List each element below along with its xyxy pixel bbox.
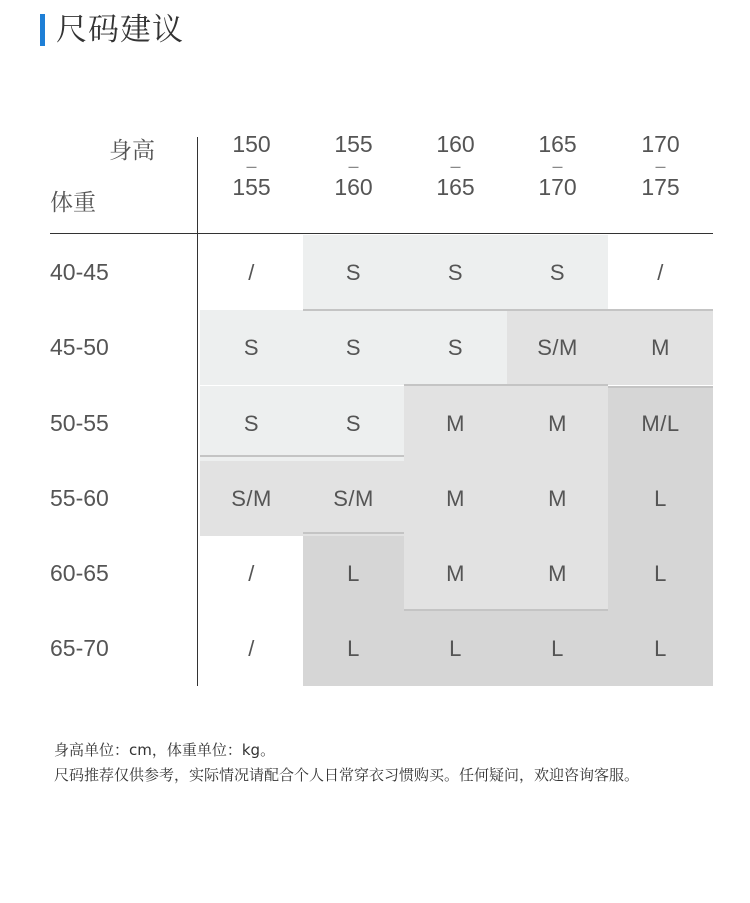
height-range-from: 160: [436, 131, 475, 157]
weight-range-label: 50-55: [50, 410, 109, 436]
height-range-to: 175: [641, 174, 680, 200]
size-cell: L: [507, 611, 608, 686]
page-title: 尺码建议: [56, 12, 184, 48]
size-cell: S: [404, 310, 507, 385]
height-range-to: 165: [436, 174, 475, 200]
size-cell: S: [303, 386, 404, 461]
size-cell: S: [303, 235, 404, 310]
weight-range-label: 65-70: [50, 635, 109, 661]
header-divider-horizontal: [50, 233, 713, 234]
size-cell: M: [404, 461, 507, 536]
weight-range-label: 40-45: [50, 259, 109, 285]
zone-edge-shadow: [507, 384, 608, 386]
size-cell: L: [404, 611, 507, 686]
height-range-to: 155: [232, 174, 271, 200]
size-cell: M/L: [608, 386, 713, 461]
size-cell: S: [200, 310, 303, 385]
height-range-from: 165: [538, 131, 577, 157]
size-cell: S: [404, 235, 507, 310]
zone-edge-shadow: [303, 309, 608, 311]
header-divider-vertical: [197, 137, 198, 686]
range-dash: –: [655, 156, 666, 176]
size-cell: S/M: [200, 461, 303, 536]
weight-range-label: 55-60: [50, 485, 109, 511]
size-cell: M: [507, 461, 608, 536]
range-dash: –: [552, 156, 563, 176]
height-range-from: 170: [641, 131, 680, 157]
height-range-header: [404, 132, 507, 200]
size-cell: M: [507, 536, 608, 611]
zone-edge-shadow: [608, 386, 713, 388]
size-cell: M: [608, 310, 713, 385]
height-range-to: 160: [334, 174, 373, 200]
size-cell: M: [404, 536, 507, 611]
zone-edge-shadow: [404, 384, 507, 386]
zone-edge-shadow: [200, 455, 404, 457]
height-range-header: [200, 132, 303, 200]
size-cell: S/M: [303, 461, 404, 536]
zone-edge-shadow: [608, 309, 713, 311]
size-cell: /: [248, 635, 255, 661]
size-cell: L: [608, 611, 713, 686]
height-range-header: [303, 132, 404, 200]
height-range-header: [608, 132, 713, 200]
size-cell: L: [303, 611, 404, 686]
size-cell: S: [507, 235, 608, 310]
range-dash: –: [246, 156, 257, 176]
size-cell: S/M: [507, 310, 608, 385]
size-cell: M: [404, 386, 507, 461]
zone-edge-shadow: [303, 532, 404, 534]
size-cell: M: [507, 386, 608, 461]
range-dash: –: [450, 156, 461, 176]
height-range-header: [507, 132, 608, 200]
height-range-from: 155: [334, 131, 373, 157]
zone-edge-shadow: [404, 609, 608, 611]
weight-range-label: 45-50: [50, 334, 109, 360]
size-cell: L: [608, 536, 713, 611]
size-cell: /: [248, 560, 255, 586]
height-range-to: 170: [538, 174, 577, 200]
size-cell: S: [200, 386, 303, 461]
size-cell: S: [303, 310, 404, 385]
height-header-label: 身高: [109, 138, 155, 164]
disclaimer-note: 尺码推荐仅供参考，实际情况请配合个人日常穿衣习惯购买。任何疑问，欢迎咨询客服。: [54, 766, 640, 784]
size-cell: /: [657, 259, 664, 285]
size-cell: L: [303, 536, 404, 611]
range-dash: –: [348, 156, 359, 176]
size-notes: [54, 738, 639, 788]
weight-range-label: 60-65: [50, 560, 109, 586]
unit-note: 身高单位：cm，体重单位：kg。: [54, 741, 276, 759]
size-cell: /: [248, 259, 255, 285]
size-cell: L: [608, 461, 713, 536]
weight-header-label: 体重: [50, 190, 96, 216]
height-range-from: 150: [232, 131, 271, 157]
